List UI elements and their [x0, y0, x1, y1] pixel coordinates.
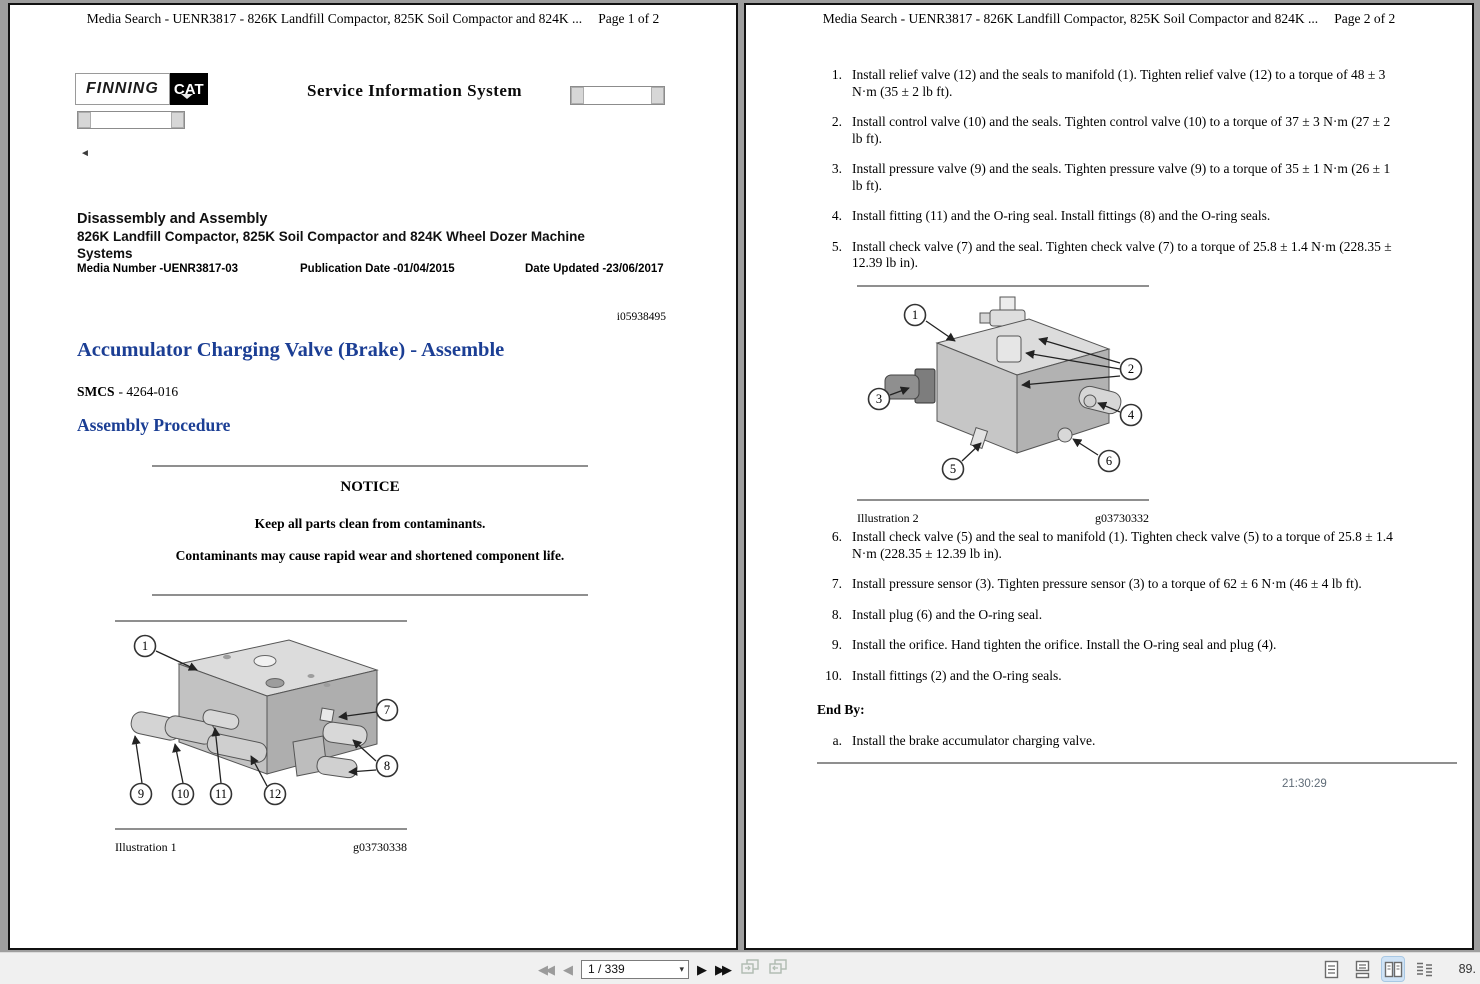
notice-line: Contaminants may cause rapid wear and shortened component life.	[175, 548, 565, 563]
previous-view-button[interactable]	[740, 958, 760, 980]
manifold-drawing-1	[115, 624, 407, 826]
svg-text:1: 1	[911, 308, 919, 322]
illustration-2	[857, 285, 1149, 526]
illustration-code: g03730332	[1095, 511, 1149, 525]
date-updated: Date Updated -23/06/2017	[525, 263, 664, 275]
page1-header-title: Media Search - UENR3817 - 826K Landfill Compactor, 825K Soil Compactor and 824K ...	[86, 11, 583, 26]
single-page-view-button[interactable]	[1320, 957, 1342, 981]
svg-text:6: 6	[1105, 454, 1113, 468]
svg-text:10: 10	[176, 787, 190, 801]
callout-2	[1121, 359, 1142, 380]
svg-text:9: 9	[137, 787, 145, 801]
step-3: 3. Install pressure valve (9) and the seals. Tighten pressure valve (9) to a torque of 35 ± 1 N·m (26 ± 1 lb ft).	[831, 161, 1391, 193]
callout-10	[173, 784, 194, 805]
callout-8	[377, 756, 398, 777]
finning-cat-logo	[75, 73, 208, 105]
section-subtitle: 826K Landfill Compactor, 825K Soil Compactor and 824K Wheel Dozer Machine Systems	[77, 229, 585, 261]
step-9: 9. Install the orifice. Hand tighten the orifice. Install the O-ring seal and plug (4).	[831, 637, 1277, 652]
finning-logo-text: FINNING	[75, 73, 170, 105]
smcs-label: SMCS	[77, 384, 115, 399]
svg-text:4: 4	[1127, 408, 1135, 422]
document-meta	[77, 263, 677, 277]
svg-text:12: 12	[268, 787, 282, 801]
zoom-level-label[interactable]: 89.	[1458, 962, 1476, 976]
document-page-2	[744, 3, 1474, 950]
svg-text:11: 11	[214, 787, 228, 801]
assembly-steps-1-5	[810, 67, 1416, 286]
page-layout-controls	[1320, 953, 1435, 984]
smcs-value: - 4264-016	[118, 384, 179, 399]
page2-header	[746, 11, 1472, 27]
callout-5	[943, 459, 964, 480]
notice-box	[152, 465, 588, 596]
svg-text:1: 1	[141, 639, 149, 653]
cat-logo: CAT	[170, 73, 208, 105]
assembly-steps-6-10	[810, 529, 1416, 698]
step-7: 7. Install pressure sensor (3). Tighten pressure sensor (3) to a torque of 62 ± 6 N·m (46 ± 4 lb ft).	[831, 576, 1362, 591]
procedure-heading: Assembly Procedure	[77, 415, 231, 435]
illustration-code: g03730338	[353, 840, 407, 854]
end-by-step: a. Install the brake accumulator charging valve.	[832, 733, 1096, 748]
step-2: 2. Install control valve (10) and the seals. Tighten control valve (10) to a torque of 37 ± 3 N·m (27 ± 2 lb ft).	[831, 114, 1391, 146]
illustration-label: Illustration 1	[115, 840, 177, 854]
step-5: 5. Install check valve (7) and the seal. Tighten check valve (7) to a torque of 25.8 ± 1.4 N·m (228.35 ± 12.39 lb in).	[831, 238, 1392, 270]
callout-1	[135, 636, 156, 657]
next-page-button[interactable]: ▶	[697, 961, 707, 977]
page-number-value: 1 / 339	[588, 962, 625, 976]
two-page-continuous-view-button[interactable]	[1413, 957, 1435, 981]
document-page-1	[8, 3, 738, 950]
doc-id: i05938495	[616, 311, 666, 323]
svg-text:8: 8	[383, 759, 391, 773]
svg-text:7: 7	[383, 703, 391, 717]
chevron-down-icon: ▾	[679, 963, 684, 974]
callout-9	[131, 784, 152, 805]
callout-7	[377, 700, 398, 721]
svg-text:5: 5	[949, 462, 957, 476]
top-dropdown[interactable]	[570, 86, 665, 105]
step-6: 6. Install check valve (5) and the seal to manifold (1). Tighten check valve (5) to a torque of 25.8 ± 1.4 N·m (228.35 ± 12.39 lb in).	[831, 529, 1393, 561]
viewer-toolbar	[0, 952, 1480, 984]
smcs-code	[77, 384, 178, 400]
callout-12	[265, 784, 286, 805]
sis-title: Service Information System	[307, 81, 523, 100]
callout-1	[905, 305, 926, 326]
footer-rule	[817, 762, 1457, 764]
logo-dropdown[interactable]	[77, 111, 185, 129]
callout-11	[211, 784, 232, 805]
article-title: Accumulator Charging Valve (Brake) - Assemble	[77, 339, 505, 361]
print-timestamp: 21:30:29	[1282, 778, 1327, 790]
page1-page-label: Page 1 of 2	[598, 11, 660, 26]
step-1: 1. Install relief valve (12) and the seals to manifold (1). Tighten relief valve (12) to a torque of 48 ± 3 N·m (35 ± 2 lb ft).	[831, 67, 1386, 99]
end-by-label: End By:	[817, 702, 865, 717]
illustration-label: Illustration 2	[857, 511, 919, 525]
next-view-button[interactable]	[768, 958, 788, 980]
notice-line: Keep all parts clean from contaminants.	[254, 516, 486, 531]
page-number-select[interactable]	[581, 960, 689, 979]
publication-date: Publication Date -01/04/2015	[300, 263, 455, 275]
page2-header-title: Media Search - UENR3817 - 826K Landfill Compactor, 825K Soil Compactor and 824K ...	[822, 11, 1319, 26]
last-page-button[interactable]: ▶▶	[715, 961, 729, 977]
manifold-drawing-2	[857, 289, 1149, 497]
step-10: 10. Install fittings (2) and the O-ring seals.	[825, 667, 1062, 683]
dropdown-right-button[interactable]	[651, 87, 664, 104]
svg-text:3: 3	[875, 392, 883, 406]
step-8: 8. Install plug (6) and the O-ring seal.	[831, 606, 1043, 622]
dropdown-left-button[interactable]	[571, 87, 584, 104]
dropdown-left-button[interactable]	[78, 112, 91, 128]
continuous-scroll-view-button[interactable]	[1351, 957, 1373, 981]
dropdown-right-button[interactable]	[171, 112, 184, 128]
callout-6	[1099, 451, 1120, 472]
callout-4	[1121, 405, 1142, 426]
page1-header	[10, 11, 736, 27]
notice-title: NOTICE	[340, 479, 400, 495]
first-page-button[interactable]: ◀◀	[538, 961, 552, 977]
previous-page-button[interactable]: ◀	[563, 961, 573, 977]
page2-page-label: Page 2 of 2	[1334, 11, 1396, 26]
step-4: 4. Install fitting (11) and the O-ring seal. Install fittings (8) and the O-ring seals.	[831, 208, 1271, 223]
two-page-view-button[interactable]	[1382, 957, 1404, 981]
section-title: Disassembly and Assembly	[77, 211, 268, 227]
illustration-1	[115, 620, 407, 855]
callout-3	[869, 389, 890, 410]
page-navigation	[538, 953, 788, 984]
small-arrow-glyph: ◄	[80, 148, 90, 159]
media-number: Media Number -UENR3817-03	[77, 263, 239, 275]
svg-text:2: 2	[1127, 362, 1135, 376]
